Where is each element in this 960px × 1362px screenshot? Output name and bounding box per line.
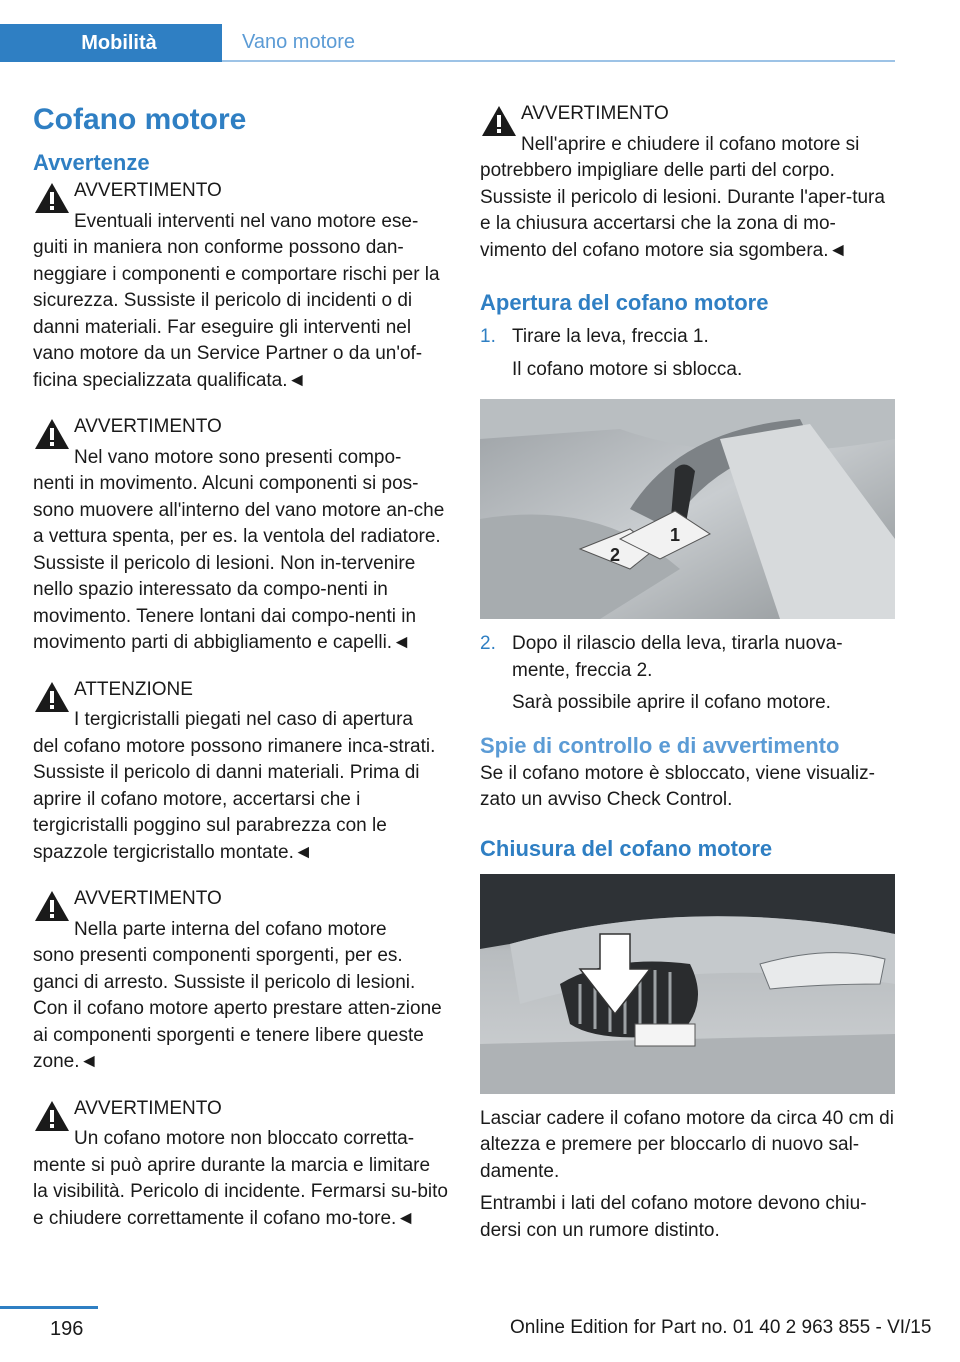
warnings-heading: Avvertenze — [33, 150, 150, 175]
warning-keyword: AVVERTIMENTO — [521, 103, 669, 124]
warning-text-first: Eventuali interventi nel vano motore ese- — [74, 210, 419, 232]
step-item — [480, 324, 895, 351]
step-result: Il cofano motore si sblocca. — [512, 358, 743, 380]
warning-triangle-icon — [33, 889, 71, 923]
step-number: 2. — [480, 633, 496, 654]
closing-text-1: Lasciar cadere il cofano motore da circa 40 cm di altezza e premere per bloccarlo di nuovo sal-damente. — [480, 1107, 894, 1182]
opening-heading: Apertura del cofano motore — [480, 290, 769, 315]
warning-text: guiti in maniera non conforme possono dan-neggiare i componenti e comportare rischi per la sicurezza. Sussiste il pericolo di incidenti o di danni materiali. Far eseguire gli interventi nel vano motore da un Service Partner o da un'of-ficina specializzata qualificata.◄ — [33, 237, 440, 391]
edition-footer: Online Edition for Part no. 01 40 2 963 855 - VI/15 — [510, 1317, 932, 1338]
page-title: Cofano motore — [33, 103, 247, 136]
hood-release-lever-image — [480, 399, 895, 619]
section-tab: Vano motore — [242, 31, 356, 53]
caution-block — [33, 677, 448, 867]
warning-keyword: AVVERTIMENTO — [74, 1097, 222, 1119]
warning-block — [33, 1096, 448, 1233]
warning-keyword: AVVERTIMENTO — [74, 888, 222, 909]
warning-triangle-icon — [33, 417, 71, 451]
warning-text-first: Nel vano motore sono presenti compo- — [74, 446, 402, 468]
right-column — [480, 101, 895, 1244]
warning-keyword: AVVERTIMENTO — [74, 180, 222, 201]
warning-block — [33, 414, 448, 657]
warning-triangle-icon — [33, 181, 71, 215]
warning-block — [33, 886, 448, 1076]
step-text: Tirare la leva, freccia 1. — [512, 326, 709, 347]
warning-keyword: ATTENZIONE — [74, 678, 193, 700]
step-result: Sarà possibile aprire il cofano motore. — [512, 692, 831, 713]
warning-block — [33, 178, 448, 394]
warning-triangle-icon — [480, 104, 518, 138]
lights-text: Se il cofano motore è sbloccato, viene visualiz-zato un avviso Check Control. — [480, 762, 875, 810]
closing-heading: Chiusura del cofano motore — [480, 835, 773, 861]
page-number: 196 — [50, 1318, 84, 1340]
lights-heading: Spie di controllo e di avvertimento — [480, 732, 840, 758]
arrow-label-1: 1 — [670, 525, 681, 545]
warning-text-first: I tergicristalli piegati nel caso di apertura — [74, 709, 414, 730]
warning-text: mente si può aprire durante la marcia e limitare la visibilità. Pericolo di incidente. Fermarsi su-bito e chiudere correttamente il cofano mo-tore.◄ — [33, 1154, 448, 1229]
warning-text: nenti in movimento. Alcuni componenti si pos-sono muovere all'interno del vano motore an-che a vettura spenta, per es. la ventola del radiatore. Sussiste il pericolo di lesioni. Non in-tervenire nello spazio interessato da compo-nenti in movimento. Tenere lontani dai compo-nenti in movimento parti di abbigliamento e capelli.◄ — [33, 473, 445, 653]
step-item — [480, 631, 895, 684]
warning-text-first: Nell'aprire e chiudere il cofano motore si — [521, 133, 860, 155]
warning-text: sono presenti componenti sporgenti, per es. ganci di arresto. Sussiste il pericolo di lesioni. Con il cofano motore aperto prestare atten-zione ai componenti sporgenti e tenere libere queste zone.◄ — [33, 945, 442, 1072]
warning-text-first: Un cofano motore non bloccato corretta- — [74, 1128, 415, 1149]
step-text: Dopo il rilascio della leva, tirarla nuova-mente, freccia 2. — [512, 633, 843, 681]
hood-closing-image — [480, 874, 895, 1094]
left-column — [33, 100, 448, 1232]
closing-text-2: Entrambi i lati del cofano motore devono chiu-dersi con un rumore distinto. — [480, 1193, 867, 1241]
page-header — [0, 24, 895, 62]
chapter-tab: Mobilità — [0, 24, 222, 62]
warning-text-first: Nella parte interna del cofano motore — [74, 918, 387, 940]
warning-keyword: AVVERTIMENTO — [74, 416, 222, 437]
warning-text: potrebbero impigliare delle parti del corpo. Sussiste il pericolo di lesioni. Durante l'aper-tura e la chiusura accertarsi che la zona di mo-vimento del cofano motore sia sgombera.◄ — [480, 160, 885, 261]
warning-block — [480, 101, 895, 264]
arrow-label-2: 2 — [610, 545, 621, 565]
header-rule — [222, 60, 895, 62]
warning-triangle-icon — [33, 1099, 71, 1133]
warning-triangle-icon — [33, 680, 71, 714]
warning-text: del cofano motore possono rimanere inca-strati. Sussiste il pericolo di danni materiali. Prima di aprire il cofano motore, accertarsi che i tergicristalli poggino sul parabrezza con le spazzole tergicristallo montate.◄ — [33, 735, 436, 863]
step-number: 1. — [480, 326, 496, 347]
footer-rule — [0, 1306, 98, 1309]
